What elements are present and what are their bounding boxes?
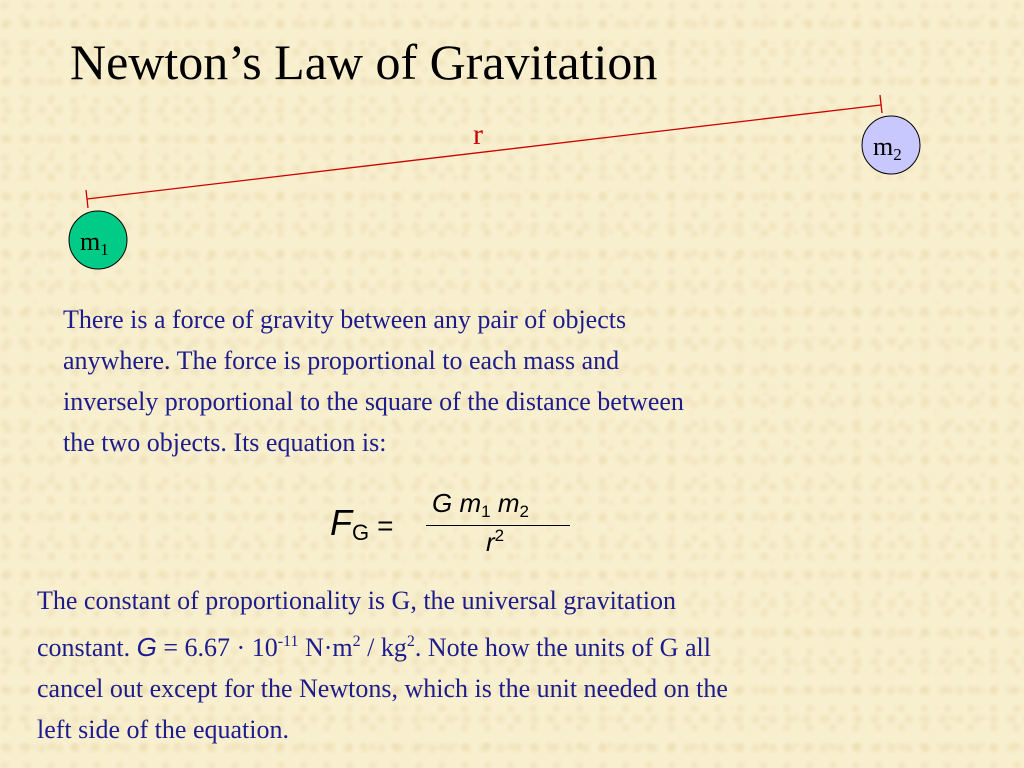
constant-line: The constant of proportionality is G, the universal gravitation [37,586,677,615]
description-line: There is a force of gravity between any pair of objects [63,305,627,334]
mass-2-subscript: 2 [519,502,529,521]
constant-exponent: -11 [277,633,299,650]
constant-line: cancel out except for the Newtons, which is the unit needed on the [37,674,728,703]
constant-g: G [432,488,453,518]
force-symbol: F [330,502,352,543]
equals-sign: = [377,510,394,541]
distance-tick-right [880,95,882,113]
mass-1-symbol: m [459,488,482,518]
mass-1-subscript: 1 [481,502,491,521]
distance-line [87,105,881,199]
constant-g-symbol: G [136,632,157,662]
constant-paragraph [37,580,997,750]
slide-title: Newton’s Law of Gravitation [70,34,658,90]
mass-2-symbol: m [497,488,520,518]
force-subscript: G [352,520,370,545]
description-paragraph [63,299,903,463]
distance-label-r: r [473,118,483,151]
description-line: inversely proportional to the square of the distance between [63,387,684,416]
constant-line: left side of the equation. [37,715,289,744]
gravitation-diagram [0,0,1024,300]
distance-symbol: r [486,527,495,557]
unit-newton-meter: N·m [298,633,353,662]
equation-denominator [486,526,504,558]
description-line: the two objects. Its equation is: [63,428,387,457]
unit-kilogram: / kg [360,633,407,662]
mass-1-label: m1 [80,227,109,259]
unit-kilogram-exponent: 2 [406,633,415,650]
constant-suffix: . Note how the units of G all [414,633,711,662]
gravitation-equation [330,488,590,568]
constant-prefix: constant. [37,633,137,662]
equation-numerator [432,488,529,522]
constant-value-line [37,621,997,668]
distance-exponent: 2 [494,526,505,545]
mass-2-label: m2 [873,132,902,164]
unit-meter-exponent: 2 [352,633,361,650]
constant-value: = 6.67 · 10 [156,633,278,662]
equation-lhs [330,502,393,546]
description-line: anywhere. The force is proportional to each mass and [63,346,620,375]
